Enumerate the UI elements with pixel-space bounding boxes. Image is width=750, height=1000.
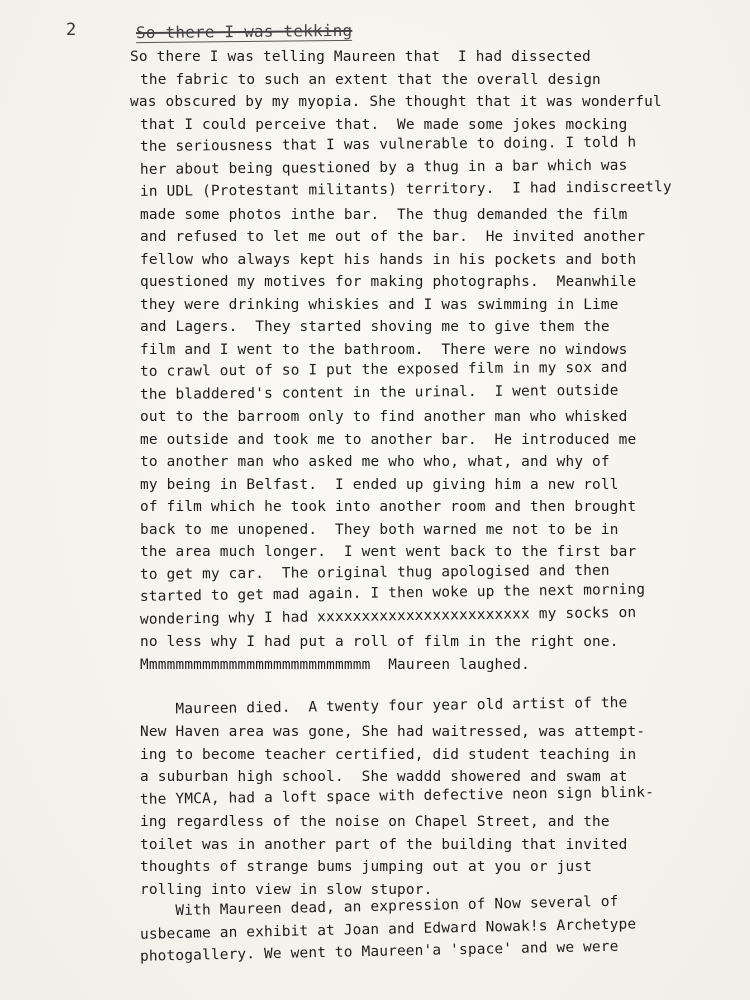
typed-line: fellow who always kept his hands in his pockets and both — [140, 251, 637, 268]
typed-line: was obscured by my myopia. She thought that it was wonderful — [130, 94, 662, 110]
typed-line: the seriousness that I was vulnerable to doing. I told h — [139, 134, 637, 155]
typed-line: the area much longer. I went went back to the first bar — [140, 544, 637, 560]
typed-line: started to get mad again. I then woke up the next morning — [139, 581, 646, 605]
typed-line: Maureen died. A twenty four year old artist of the — [139, 694, 628, 718]
typed-line: back to me unopened. They both warned me not to be in — [140, 521, 619, 538]
typed-line: my being in Belfast. I ended up giving him a new roll — [140, 476, 619, 493]
typed-line: me outside and took me to another bar. He introduced me — [140, 431, 637, 448]
typed-line: made some photos inthe bar. The thug demanded the film — [140, 206, 628, 223]
typed-line: a suburban high school. She waddd showered and swam at — [140, 769, 628, 785]
typed-line: thoughts of strange bums jumping out at you or just — [140, 859, 593, 875]
typed-line: photogallery. We went to Maureen'a 'space' and we were — [139, 938, 619, 965]
typed-line: to another man who asked me who who, what, and why of — [140, 454, 610, 470]
typed-line: wondering why I had xxxxxxxxxxxxxxxxxxxxxxxx my socks on — [139, 604, 637, 628]
typed-line: ing to become teacher certified, did student teaching in — [140, 746, 637, 763]
typed-line: the YMCA, had a loft space with defective neon sign blink- — [139, 784, 655, 808]
struck-out-heading: So there I was tekking — [135, 20, 353, 43]
typed-line: toilet was in another part of the building that invited — [140, 836, 628, 853]
typed-line: and refused to let me out of the bar. He invited another — [140, 229, 646, 245]
page-number: 2 — [66, 20, 77, 40]
typed-body-text — [130, 46, 730, 969]
typed-line: rolling into view in slow stupor. — [140, 881, 433, 898]
typed-line: the bladdered's content in the urinal. I went outside — [139, 382, 619, 403]
typed-line: So there I was telling Maureen that I had dissected — [130, 49, 591, 65]
typed-line: and Lagers. They started shoving me to give them the — [140, 319, 610, 335]
typed-line: they were drinking whiskies and I was swimming in Lime — [140, 296, 619, 313]
typed-line: With Maureen dead, an expression of Now several of — [139, 893, 619, 920]
typed-line: film and I went to the bathroom. There were no windows — [140, 341, 628, 358]
typed-line: out to the barroom only to find another man who whisked — [140, 409, 628, 425]
typed-line: ing regardless of the noise on Chapel Street, and the — [140, 814, 610, 830]
typed-line: usbecame an exhibit at Joan and Edward Nowak!s Archetype — [139, 915, 637, 943]
typed-line: to get my car. The original thug apologised and then — [139, 562, 610, 583]
typed-line: questioned my motives for making photographs. Meanwhile — [140, 274, 637, 290]
typed-line: Mmmmmmmmmmmmmmmmmmmmmmmmmm Maureen laughed. — [140, 656, 531, 673]
typed-line: to crawl out of so I put the exposed film in my sox and — [139, 359, 628, 380]
typed-line: the fabric to such an extent that the overall design — [140, 71, 601, 88]
typed-line: her about being questioned by a thug in a bar which was — [139, 157, 628, 178]
typed-line: no less why I had put a roll of film in the right one. — [140, 634, 619, 650]
typed-line: New Haven area was gone, She had waitressed, was attempt- — [140, 724, 646, 740]
typed-line: that I could perceive that. We made some jokes mocking — [140, 116, 628, 133]
typed-line: of film which he took into another room and then brought — [140, 499, 637, 515]
typed-line: in UDL (Protestant militants) territory. I had indiscreetly — [139, 179, 672, 200]
